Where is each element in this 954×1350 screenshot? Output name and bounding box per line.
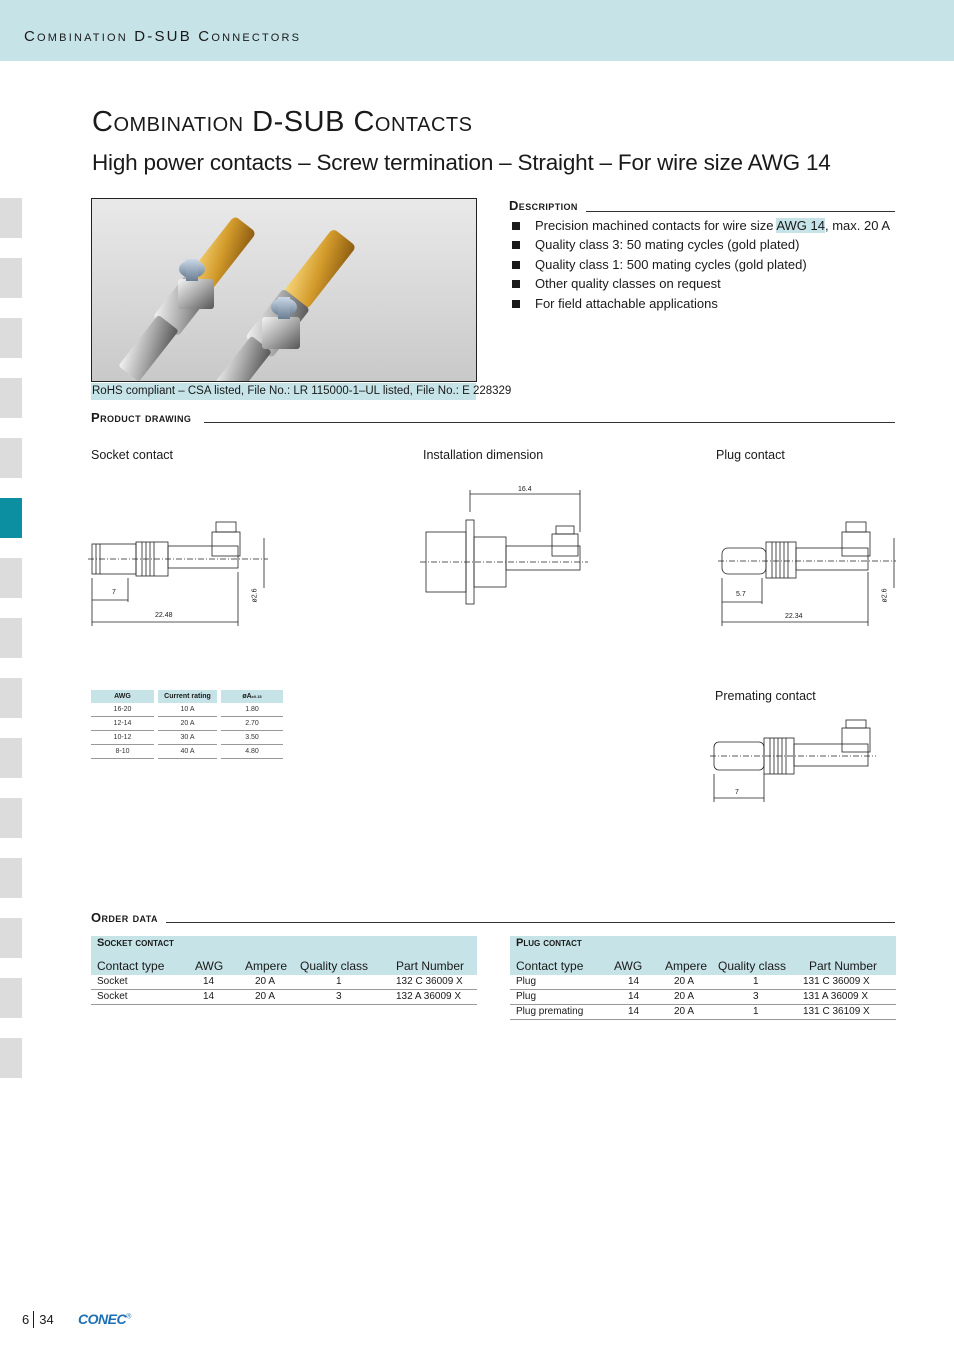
page-number: 6 34 — [22, 1312, 54, 1327]
side-tab[interactable] — [0, 318, 22, 358]
table-row: Socket 14 20 A 1 132 C 36009 X — [91, 975, 477, 990]
side-tab[interactable] — [0, 198, 22, 238]
description-item: For field attachable applications — [512, 294, 890, 313]
table-row: Socket 14 20 A 3 132 A 36009 X — [91, 990, 477, 1005]
table-row: 8-10 40 A 4.80 — [91, 745, 283, 759]
description-list — [512, 216, 890, 313]
description-item: Quality class 3: 50 mating cycles (gold plated) — [512, 235, 890, 254]
table-row: Plug premating 14 20 A 1 131 C 36109 X — [510, 1005, 896, 1020]
side-tab[interactable] — [0, 738, 22, 778]
awg-table — [91, 690, 283, 759]
product-photo-illustration — [92, 199, 476, 381]
page-title: Combination D-SUB Contacts — [92, 106, 473, 138]
side-tab[interactable] — [0, 378, 22, 418]
description-item: Precision machined contacts for wire size AWG 14, max. 20 A — [512, 216, 890, 235]
socket-contact-drawing — [88, 518, 278, 628]
side-tab[interactable] — [0, 258, 22, 298]
diameter-col-header: øA±0.15 — [221, 690, 283, 703]
socket-contact-label: Socket contact — [91, 448, 173, 462]
side-tab[interactable] — [0, 918, 22, 958]
awg-table-header — [91, 690, 283, 703]
socket-order-table — [91, 936, 477, 1005]
product-drawing-rule — [204, 422, 895, 423]
plug-contact-drawing — [718, 518, 898, 628]
bullet-icon — [512, 280, 520, 288]
plug-total-dim: 22.34 — [785, 613, 803, 620]
installation-dim: 16.4 — [518, 486, 532, 493]
conec-logo: CONEC® — [78, 1311, 131, 1327]
plug-order-header: Plug contact Contact type AWG Ampere Quality class Part Number — [510, 936, 896, 975]
side-tab[interactable] — [0, 978, 22, 1018]
side-tab[interactable] — [0, 798, 22, 838]
description-heading: Description — [509, 198, 578, 213]
socket-order-header: Socket contact Contact type AWG Ampere Quality class Part Number — [91, 936, 477, 975]
table-row: Plug 14 20 A 3 131 A 36009 X — [510, 990, 896, 1005]
socket-total-dim: 22.48 — [155, 612, 173, 619]
table-row: 10-12 30 A 3.50 — [91, 731, 283, 745]
side-tab[interactable] — [0, 678, 22, 718]
order-data-heading: Order data — [91, 910, 158, 925]
description-rule — [586, 211, 895, 212]
side-tab[interactable] — [0, 558, 22, 598]
page-number-separator — [33, 1311, 34, 1328]
rohs-note: RoHS compliant – CSA listed, File No.: LR 115000-1–UL listed, File No.: E 228329 — [91, 383, 476, 400]
installation-drawing — [420, 482, 590, 612]
page-subtitle: High power contacts – Screw termination – Straight – For wire size AWG 14 — [92, 150, 831, 175]
bullet-icon — [512, 261, 520, 269]
socket-length-dim: 7 — [112, 589, 116, 596]
side-tab[interactable] — [0, 438, 22, 478]
table-row: Plug 14 20 A 1 131 C 36009 X — [510, 975, 896, 990]
description-item: Quality class 1: 500 mating cycles (gold plated) — [512, 255, 890, 274]
plug-length-dim: 5.7 — [736, 591, 746, 598]
side-tab[interactable] — [0, 1038, 22, 1078]
header-title: Combination D-SUB Connectors — [24, 28, 302, 45]
premating-length-dim: 7 — [735, 789, 739, 796]
product-drawing-heading: Product drawing — [91, 410, 192, 425]
table-row: 16-20 10 A 1.80 — [91, 703, 283, 717]
premating-contact-label: Premating contact — [715, 689, 816, 703]
current-col-header: Current rating — [158, 690, 217, 703]
side-tab[interactable] — [0, 858, 22, 898]
plug-contact-label: Plug contact — [716, 448, 785, 462]
plug-order-table — [510, 936, 896, 1020]
table-row: 12-14 20 A 2.70 — [91, 717, 283, 731]
bullet-icon — [512, 241, 520, 249]
description-item: Other quality classes on request — [512, 274, 890, 293]
side-tab-active[interactable] — [0, 498, 22, 538]
order-data-rule — [166, 922, 895, 923]
awg-col-header: AWG — [91, 690, 154, 703]
socket-diameter-dim: ø2.6 — [251, 588, 259, 603]
side-tab[interactable] — [0, 618, 22, 658]
bullet-icon — [512, 300, 520, 308]
plug-diameter-dim: ø2.6 — [881, 588, 889, 603]
installation-dimension-label: Installation dimension — [423, 448, 544, 462]
product-photo — [91, 198, 477, 382]
bullet-icon — [512, 222, 520, 230]
